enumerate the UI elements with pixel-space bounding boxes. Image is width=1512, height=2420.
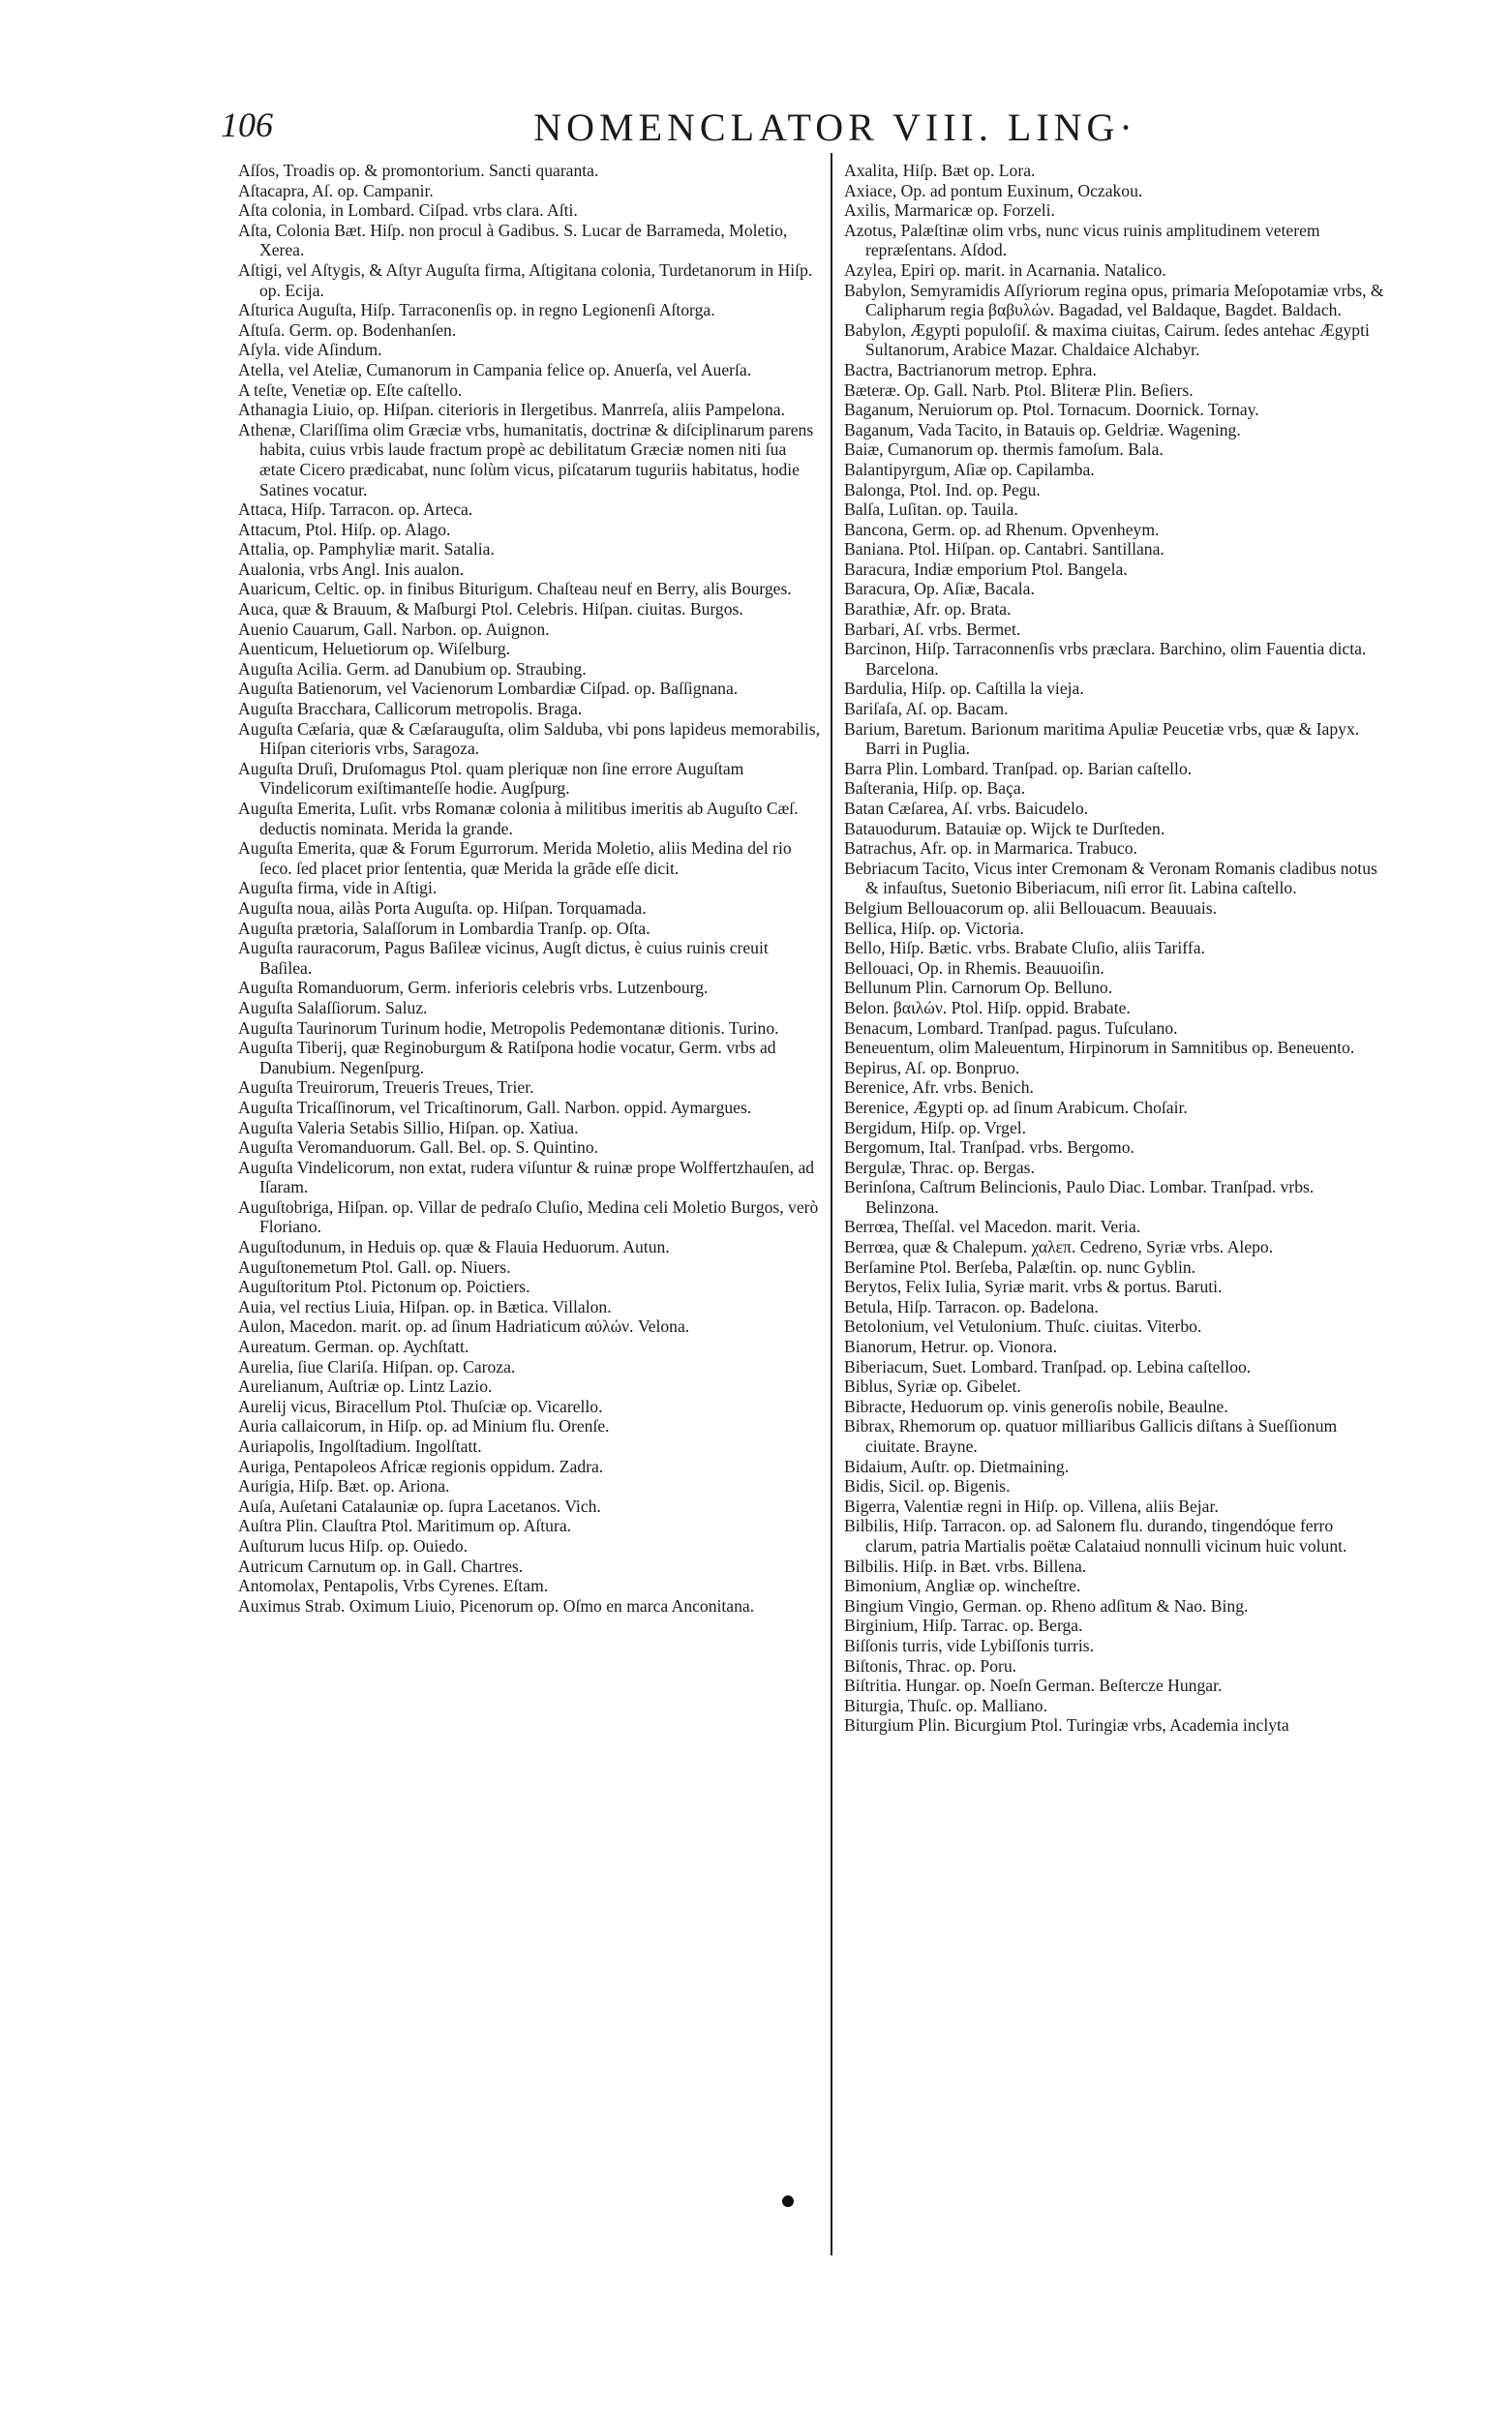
glossary-entry: Batauodurum. Batauiæ op. Wijck te Durſteden. bbox=[844, 818, 1165, 838]
glossary-entry: Antomolax, Pentapolis, Vrbs Cyrenes. Eſtam. bbox=[238, 1576, 549, 1596]
glossary-entry: Balantipyrgum, Aſiæ op. Capilamba. bbox=[844, 459, 1095, 479]
glossary-entry: Beneuentum, olim Maleuentum, Hirpinorum in Samnitibus op. Beneuento. bbox=[844, 1038, 1355, 1058]
glossary-entry: Auguſtoritum Ptol. Pictonum op. Poictiers. bbox=[238, 1277, 530, 1297]
glossary-entry: Bibrax, Rhemorum op. quatuor milliaribus Gallicis diſtans à Sueſſionum ciuitate. Brayne. bbox=[844, 1416, 1338, 1456]
glossary-entry: Auca, quæ & Brauum, & Maſburgi Ptol. Celebris. Hiſpan. ciuitas. Burgos. bbox=[238, 599, 743, 620]
glossary-entry: Benacum, Lombard. Tranſpad. pagus. Tuſculano. bbox=[844, 1017, 1178, 1038]
glossary-entry: Auguſta Salaſſiorum. Saluz. bbox=[238, 997, 428, 1017]
glossary-entry: Betula, Hiſp. Tarracon. op. Badelona. bbox=[844, 1296, 1099, 1316]
glossary-entry: Axalita, Hiſp. Bæt op. Lora. bbox=[844, 161, 1036, 180]
glossary-entry: Bariſaſa, Aſ. op. Bacam. bbox=[844, 699, 1009, 719]
glossary-entry: Bergulæ, Thrac. op. Bergas. bbox=[844, 1157, 1035, 1177]
glossary-entry: Balſa, Luſitan. op. Tauila. bbox=[844, 499, 1018, 520]
glossary-entry: Auguſta Cæſaria, quæ & Cæſarauguſta, olim Salduba, vbi pons lapideus memorabilis, Hiſpan citerioris vrbs, Saragoza. bbox=[238, 718, 821, 759]
column-divider bbox=[831, 153, 832, 2255]
glossary-entry: Axiace, Op. ad pontum Euxinum, Oczakou. bbox=[844, 180, 1143, 200]
glossary-entry: Bellouaci, Op. in Rhemis. Beauuoiſin. bbox=[844, 957, 1104, 978]
glossary-entry: Bardulia, Hiſp. op. Caſtilla la vieja. bbox=[844, 679, 1084, 699]
glossary-entry: Berenice, Afr. vrbs. Benich. bbox=[844, 1077, 1034, 1098]
left-column bbox=[238, 161, 824, 1616]
glossary-entry: Batan Cæſarea, Aſ. vrbs. Baicudelo. bbox=[844, 799, 1089, 818]
glossary-entry: Barra Plin. Lombard. Tranſpad. op. Barian caſtello. bbox=[844, 758, 1193, 778]
glossary-entry: Bidaium, Auſtr. op. Dietmaining. bbox=[844, 1456, 1070, 1476]
glossary-entry: Auſtra Plin. Clauſtra Ptol. Maritimum op. Aſtura. bbox=[238, 1516, 572, 1536]
glossary-entry: Berſamine Ptol. Berſeba, Palæſtin. op. nunc Gyblin. bbox=[844, 1256, 1196, 1277]
glossary-entry: Bilbilis. Hiſp. in Bæt. vrbs. Billena. bbox=[844, 1556, 1087, 1576]
running-title: NOMENCLATOR VIII. LING· bbox=[533, 106, 1137, 149]
glossary-entry: Bellunum Plin. Carnorum Op. Belluno. bbox=[844, 978, 1113, 998]
page-number: 106 bbox=[221, 106, 273, 144]
glossary-entry: Berrœa, quæ & Chalepum. χαλεπ. Cedreno, Syriæ vrbs. Alepo. bbox=[844, 1237, 1274, 1257]
glossary-entry: Auguſta Valeria Setabis Sillio, Hiſpan. op. Xatiua. bbox=[238, 1117, 579, 1137]
glossary-entry: Aſtuſa. Germ. op. Bodenhanſen. bbox=[238, 319, 457, 340]
glossary-entry: Bebriacum Tacito, Vicus inter Cremonam & Veronam Romanis cladibus notus & infauſtus, Suetonio Biberiacum, niſi error ſit. Labina caſtello. bbox=[844, 858, 1377, 898]
glossary-entry: Biblus, Syriæ op. Gibelet. bbox=[844, 1376, 1021, 1397]
glossary-entry: Atella, vel Ateliæ, Cumanorum in Campania felice op. Anuerſa, vel Auerſa. bbox=[238, 359, 752, 379]
glossary-entry: Attaca, Hiſp. Tarracon. op. Arteca. bbox=[238, 499, 473, 520]
glossary-entry: Aſturica Auguſta, Hiſp. Tarraconenſis op. in regno Legionenſi Aſtorga. bbox=[238, 300, 715, 320]
glossary-entry: Attalia, op. Pamphyliæ marit. Satalia. bbox=[238, 539, 495, 560]
glossary-entry: Aurelianum, Auſtriæ op. Lintz Lazio. bbox=[238, 1376, 493, 1397]
glossary-entry: Barium, Baretum. Barionum maritima Apuliæ Peucetiæ vrbs, quæ & Iapyx. Barri in Puglia. bbox=[844, 718, 1360, 759]
glossary-entry: Biſtritia. Hungar. op. Noeſn German. Beſtercze Hungar. bbox=[844, 1676, 1223, 1696]
glossary-entry: Aurelij vicus, Biracellum Ptol. Thuſciæ op. Vicarello. bbox=[238, 1396, 603, 1416]
glossary-entry: Aſyla. vide Aſindum. bbox=[238, 340, 382, 360]
glossary-entry: Belgium Bellouacorum op. alii Bellouacum. Beauuais. bbox=[844, 897, 1218, 918]
glossary-entry: Bilbilis, Hiſp. Tarracon. op. ad Salonem flu. durando, tingendóque ferro clarum, patria Martialis poëtæ Calataiud nonnulli vicinum huic volunt. bbox=[844, 1516, 1347, 1556]
glossary-entry: Batrachus, Afr. op. in Marmarica. Trabuco. bbox=[844, 838, 1137, 859]
glossary-entry: Barathiæ, Afr. op. Brata. bbox=[844, 599, 1012, 620]
glossary-entry: Auguſta Bracchara, Callicorum metropolis. Braga. bbox=[238, 699, 583, 719]
page-header bbox=[221, 105, 1305, 151]
glossary-entry: Aureatum. German. op. Aychſtatt. bbox=[238, 1337, 469, 1357]
glossary-entry: Aulon, Macedon. marit. op. ad ſinum Hadriaticum αὐλών. Velona. bbox=[238, 1316, 690, 1337]
glossary-entry: Auguſtodunum, in Heduis op. quæ & Flauia Heduorum. Autun. bbox=[238, 1237, 670, 1257]
glossary-entry: Auia, vel rectius Liuia, Hiſpan. op. in Bætica. Villalon. bbox=[238, 1296, 612, 1316]
glossary-entry: Auenio Cauarum, Gall. Narbon. op. Auignon. bbox=[238, 619, 550, 639]
glossary-entry: Auguſta Emerita, Luſit. vrbs Romanæ colonia à militibus imeritis ab Auguſto Cæſ. deductis nominata. Merida la grande. bbox=[238, 799, 799, 838]
glossary-entry: Baſterania, Hiſp. op. Baça. bbox=[844, 778, 1026, 799]
glossary-entry: Aſtacapra, Aſ. op. Campanir. bbox=[238, 180, 434, 200]
glossary-entry: Auguſta Tricaſſinorum, vel Tricaſtinorum, Gall. Narbon. oppid. Aymargues. bbox=[238, 1097, 752, 1117]
glossary-entry: Bergidum, Hiſp. op. Vrgel. bbox=[844, 1117, 1027, 1137]
glossary-entry: Baganum, Vada Tacito, in Batauis op. Geldriæ. Wagening. bbox=[844, 419, 1241, 439]
glossary-entry: Auguſta firma, vide in Aſtigi. bbox=[238, 878, 438, 898]
glossary-entry: Babylon, Semyramidis Aſſyriorum regina opus, primaria Meſopotamiæ vrbs, & Calipharum regia βαβυλών. Bagadad, vel Baldaque, Bagdet. Baldach. bbox=[844, 280, 1384, 320]
glossary-entry: Auguſta Treuirorum, Treueris Treues, Trier. bbox=[238, 1077, 534, 1098]
glossary-entry: Athanagia Liuio, op. Hiſpan. citerioris in Ilergetibus. Manrreſa, aliis Pampelona. bbox=[238, 400, 785, 420]
glossary-entry: Berrœa, Theſſal. vel Macedon. marit. Veria. bbox=[844, 1217, 1141, 1237]
glossary-entry: Aualonia, vrbs Angl. Inis aualon. bbox=[238, 559, 465, 579]
glossary-entry: Aſtigi, vel Aſtygis, & Aſtyr Auguſta firma, Aſtigitana colonia, Turdetanorum in Hiſp. op. Ecija. bbox=[238, 259, 813, 300]
glossary-entry: Azotus, Palæſtinæ olim vrbs, nunc vicus ruinis amplitudinem veterem repræſentans. Aſdod. bbox=[844, 220, 1320, 260]
glossary-entry: Auguſtobriga, Hiſpan. op. Villar de pedraſo Cluſio, Medina celi Moletio Burgos, verò Floriano. bbox=[238, 1196, 819, 1237]
glossary-entry: A teſte, Venetiæ op. Eſte caſtello. bbox=[238, 379, 463, 400]
glossary-entry: Auriga, Pentapoleos Africæ regionis oppidum. Zadra. bbox=[238, 1456, 604, 1476]
glossary-entry: Auguſta Taurinorum Turinum hodie, Metropolis Pedemontanæ ditionis. Turino. bbox=[238, 1017, 779, 1038]
glossary-entry: Aſſos, Troadis op. & promontorium. Sancti quaranta. bbox=[238, 161, 599, 180]
glossary-entry: Biturgia, Thuſc. op. Malliano. bbox=[844, 1695, 1047, 1715]
glossary-entry: Betolonium, vel Vetulonium. Thuſc. ciuitas. Viterbo. bbox=[844, 1316, 1202, 1337]
glossary-entry: Berinſona, Caſtrum Belincionis, Paulo Diac. Lombar. Tranſpad. vrbs. Belinzona. bbox=[844, 1177, 1315, 1217]
glossary-entry: Aſta colonia, in Lombard. Ciſpad. vrbs clara. Aſti. bbox=[238, 200, 578, 221]
glossary-entry: Auaricum, Celtic. op. in finibus Biturigum. Chaſteau neuf en Berry, alis Bourges. bbox=[238, 579, 792, 599]
glossary-entry: Auguſta Tiberij, quæ Reginoburgum & Ratiſpona hodie vocatur, Germ. vrbs ad Danubium. Negenſpurg. bbox=[238, 1038, 776, 1077]
glossary-entry: Berytos, Felix Iulia, Syriæ marit. vrbs & portus. Baruti. bbox=[844, 1277, 1223, 1297]
glossary-entry: Auguſta rauracorum, Pagus Baſileæ vicinus, Augſt dictus, è cuius ruinis creuit Baſilea. bbox=[238, 938, 769, 978]
glossary-entry: Baganum, Neruiorum op. Ptol. Tornacum. Doornick. Tornay. bbox=[844, 400, 1259, 420]
glossary-entry: Biſſonis turris, vide Lybiſſonis turris. bbox=[844, 1635, 1095, 1655]
glossary-entry: Auriapolis, Ingolſtadium. Ingolſtatt. bbox=[238, 1437, 482, 1456]
glossary-entry: Berenice, Ægypti op. ad ſinum Arabicum. Choſair. bbox=[844, 1097, 1188, 1117]
glossary-entry: Bibracte, Heduorum op. vinis generoſis nobile, Beaulne. bbox=[844, 1396, 1228, 1416]
glossary-entry: Auſa, Auſetani Catalauniæ op. ſupra Lacetanos. Vich. bbox=[238, 1496, 601, 1516]
glossary-entry: Auenticum, Heluetiorum op. Wiſelburg. bbox=[238, 639, 511, 659]
glossary-entry: Auguſta Vindelicorum, non extat, rudera viſuntur & ruinæ prope Wolffertzhauſen, ad Iſaram. bbox=[238, 1157, 815, 1197]
ink-dot bbox=[782, 2195, 794, 2207]
glossary-entry: Belon. βαιλών. Ptol. Hiſp. oppid. Brabate. bbox=[844, 997, 1131, 1017]
glossary-entry: Babylon, Ægypti populoſiſ. & maxima ciuitas, Cairum. ſedes antehac Ægypti Sultanorum, Arabice Mazar. Chaldaice Alchabyr. bbox=[844, 319, 1370, 360]
glossary-entry: Bingium Vingio, German. op. Rheno adſitum & Nao. Bing. bbox=[844, 1595, 1249, 1616]
glossary-entry: Aurigia, Hiſp. Bæt. op. Ariona. bbox=[238, 1476, 450, 1497]
glossary-entry: Baracura, Indiæ emporium Ptol. Bangela. bbox=[844, 559, 1128, 579]
glossary-entry: Baniana. Ptol. Hiſpan. op. Cantabri. Santillana. bbox=[844, 539, 1164, 560]
glossary-entry: Bimonium, Angliæ op. wincheſtre. bbox=[844, 1576, 1081, 1596]
glossary-entry: Biberiacum, Suet. Lombard. Tranſpad. op. Lebina caſtelloo. bbox=[844, 1356, 1252, 1376]
glossary-entry: Auximus Strab. Oximum Liuio, Picenorum op. Oſmo en marca Anconitana. bbox=[238, 1595, 755, 1616]
right-column bbox=[844, 161, 1386, 1736]
glossary-entry: Bellica, Hiſp. op. Victoria. bbox=[844, 918, 1024, 938]
glossary-entry: Auguſta prætoria, Salaſſorum in Lombardia Tranſp. op. Oſta. bbox=[238, 918, 650, 938]
glossary-entry: Auguſta Acilia. Germ. ad Danubium op. Straubing. bbox=[238, 658, 587, 679]
glossary-entry: Bepirus, Aſ. op. Bonpruo. bbox=[844, 1057, 1020, 1077]
glossary-entry: Azylea, Epiri op. marit. in Acarnania. Natalico. bbox=[844, 259, 1166, 280]
glossary-entry: Auguſta noua, ailàs Porta Auguſta. op. Hiſpan. Torquamada. bbox=[238, 897, 647, 918]
glossary-entry: Birginium, Hiſp. Tarrac. op. Berga. bbox=[844, 1616, 1083, 1636]
glossary-entry: Attacum, Ptol. Hiſp. op. Alago. bbox=[238, 519, 451, 539]
glossary-entry: Bergomum, Ital. Tranſpad. vrbs. Bergomo. bbox=[844, 1137, 1134, 1158]
glossary-entry: Barbari, Aſ. vrbs. Bermet. bbox=[844, 619, 1021, 639]
glossary-entry: Baracura, Op. Aſiæ, Bacala. bbox=[844, 579, 1035, 599]
glossary-entry: Auguſta Emerita, quæ & Forum Egurrorum. Merida Moletio, aliis Medina del rio ſeco. ſed placet prior ſententia, quæ Merida la grãde eſſe dicit. bbox=[238, 838, 792, 878]
glossary-entry: Axilis, Marmaricæ op. Forzeli. bbox=[844, 200, 1055, 221]
glossary-entry: Auguſtonemetum Ptol. Gall. op. Niuers. bbox=[238, 1256, 511, 1277]
glossary-entry: Auria callaicorum, in Hiſp. op. ad Minium flu. Orenſe. bbox=[238, 1416, 610, 1437]
glossary-entry: Biſtonis, Thrac. op. Poru. bbox=[844, 1655, 1017, 1676]
glossary-entry: Bancona, Germ. op. ad Rhenum. Opvenheym. bbox=[844, 519, 1160, 539]
glossary-entry: Auguſta Veromanduorum. Gall. Bel. op. S. Quintino. bbox=[238, 1137, 599, 1158]
glossary-entry: Auguſta Batienorum, vel Vacienorum Lombardiæ Ciſpad. op. Baſſignana. bbox=[238, 679, 739, 699]
glossary-entry: Bæteræ. Op. Gall. Narb. Ptol. Bliteræ Plin. Beſiers. bbox=[844, 379, 1194, 400]
glossary-entry: Auguſta Romanduorum, Germ. inferioris celebris vrbs. Lutzenbourg. bbox=[238, 978, 709, 998]
glossary-entry: Bianorum, Hetrur. op. Vionora. bbox=[844, 1337, 1057, 1357]
glossary-entry: Barcinon, Hiſp. Tarraconnenſis vrbs præclara. Barchino, olim Fauentia dicta. Barcelona. bbox=[844, 639, 1367, 679]
glossary-entry: Bello, Hiſp. Bætic. vrbs. Brabate Cluſio, aliis Tariffa. bbox=[844, 938, 1205, 958]
glossary-entry: Bigerra, Valentiæ regni in Hiſp. op. Villena, aliis Bejar. bbox=[844, 1496, 1219, 1516]
glossary-entry: Bidis, Sicil. op. Bigenis. bbox=[844, 1476, 1011, 1497]
glossary-entry: Biturgium Plin. Bicurgium Ptol. Turingiæ vrbs, Academia inclyta bbox=[844, 1715, 1289, 1736]
glossary-entry: Balonga, Ptol. Ind. op. Pegu. bbox=[844, 479, 1041, 499]
glossary-entry: Athenæ, Clariſſima olim Græciæ vrbs, humanitatis, doctrinæ & diſciplinarum parens habita, cuius vrbis laude fractum propè ac debilitatum Græciæ nomen niti ſua ætate Cicero prædicabat, nunc ſolùm vicus, piſcatarum tuguriis habitatus, hodie Satines vocatur. bbox=[238, 419, 814, 499]
glossary-entry: Auſturum lucus Hiſp. op. Ouiedo. bbox=[238, 1535, 469, 1556]
glossary-entry: Autricum Carnutum op. in Gall. Chartres. bbox=[238, 1556, 524, 1576]
glossary-entry: Aurelia, ſiue Clariſa. Hiſpan. op. Caroza. bbox=[238, 1356, 516, 1376]
glossary-entry: Baiæ, Cumanorum op. thermis famoſum. Bala. bbox=[844, 439, 1164, 460]
glossary-entry: Bactra, Bactrianorum metrop. Ephra. bbox=[844, 359, 1097, 379]
glossary-entry: Auguſta Druſi, Druſomagus Ptol. quam pleriquæ non ſine errore Auguſtam Vindelicorum exiſtimanteſſe hodie. Augſpurg. bbox=[238, 758, 744, 799]
glossary-entry: Aſta, Colonia Bæt. Hiſp. non procul à Gadibus. S. Lucar de Barrameda, Moletio, Xerea. bbox=[238, 220, 788, 260]
